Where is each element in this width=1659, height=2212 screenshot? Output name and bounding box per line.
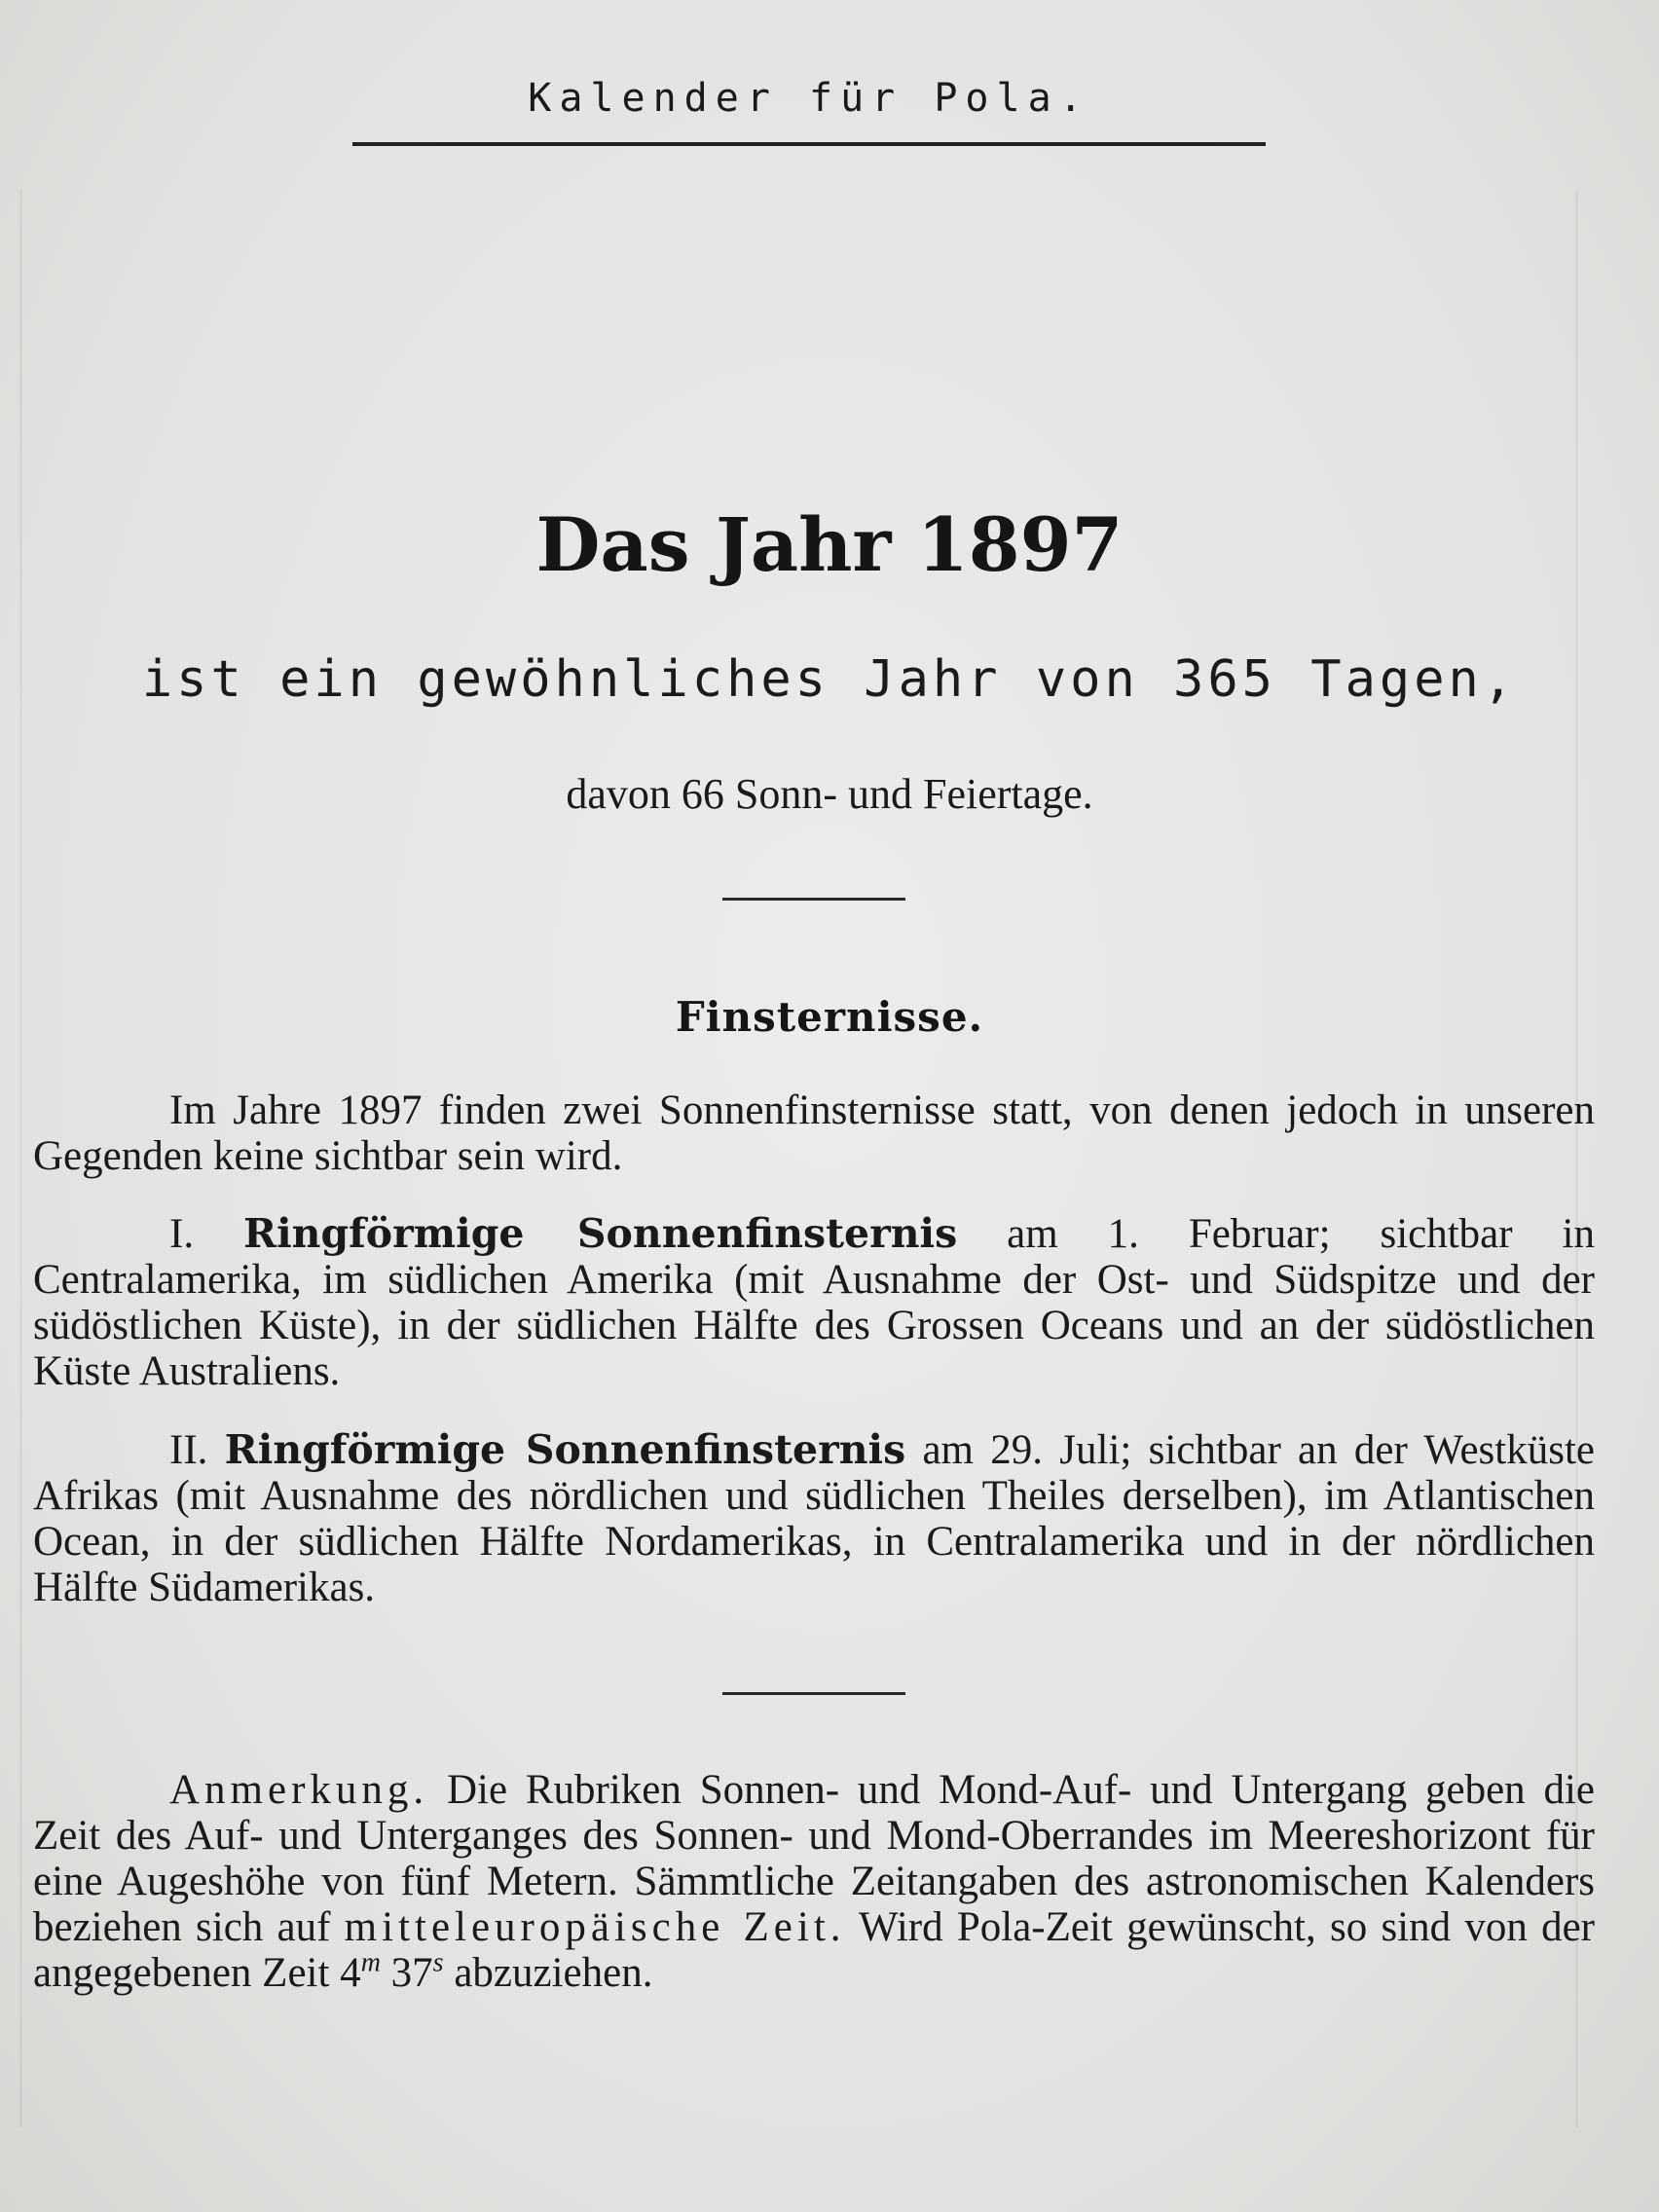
intro-paragraph [33, 1088, 1595, 1179]
eclipse-numeral: I. [169, 1211, 195, 1257]
intro-text: Im Jahre 1897 finden zwei Sonnenfinsternisse statt, von denen jedoch in unseren Gegenden keine sichtbar sein wird. [33, 1088, 1595, 1179]
eclipse-text: am 1. Februar; sichtbar in Centralamerika, im südlichen Amerika (mit Ausnahme der Ost- und Südspitze und der südöstlichen Küste), in der südlichen Hälfte des Grossen Oceans und an der südöstlichen Küste Australiens. [33, 1211, 1595, 1394]
note-text-3: abzuziehen. [454, 1950, 653, 1996]
note-paragraph [33, 1767, 1595, 1996]
eclipse-paragraph-1 [33, 1211, 1595, 1394]
eclipse-numeral: II. [169, 1427, 208, 1473]
section-heading: Finsternisse. [675, 993, 984, 1041]
divider-rule [722, 1692, 905, 1695]
note-emphasis: mitteleuropäische Zeit. [344, 1904, 846, 1950]
eclipse-text: am 29. Juli; sichtbar an der Westküste Afrikas (mit Ausnahme des nördlichen und südlichen Theiles derselben), im Atlantischen Ocean, in der südlichen Hälfte Nordamerikas, in Centralamerika und in der nördlichen Hälfte Südamerikas. [33, 1427, 1595, 1610]
page-title: Das Jahr 1897 [535, 501, 1124, 588]
seconds-value: 37 [390, 1950, 433, 1996]
eclipse-name: Ringförmige Sonnenfinsternis [224, 1426, 906, 1473]
divider-rule [722, 898, 905, 901]
note-label: Anmerkung. [169, 1767, 429, 1813]
note-text-2: Wird Pola-Zeit gewünscht, so sind von der angegebenen Zeit 4 [33, 1904, 1595, 1996]
holidays-line: davon 66 Sonn- und Feiertage. [566, 770, 1093, 818]
eclipse-name: Ringförmige Sonnenfinsternis [243, 1210, 958, 1257]
running-header [352, 68, 1266, 146]
note-text-1: Die Rubriken Sonnen- und Mond-Auf- und Untergang geben die Zeit des Auf- und Unterganges des Sonnen- und Mond-Oberrandes im Meereshorizont für eine Augeshöhe von fünf Metern. Sämmtliche Zeitangaben des astronomischen Kalenders beziehen sich auf [33, 1767, 1595, 1950]
seconds-unit: s [432, 1947, 444, 1978]
page-subtitle: ist ein gewöhnliches Jahr von 365 Tagen, [141, 650, 1518, 709]
eclipse-paragraph-2 [33, 1427, 1595, 1610]
header-title: Kalender für Pola. [528, 76, 1090, 121]
minutes-unit: m [360, 1947, 381, 1978]
